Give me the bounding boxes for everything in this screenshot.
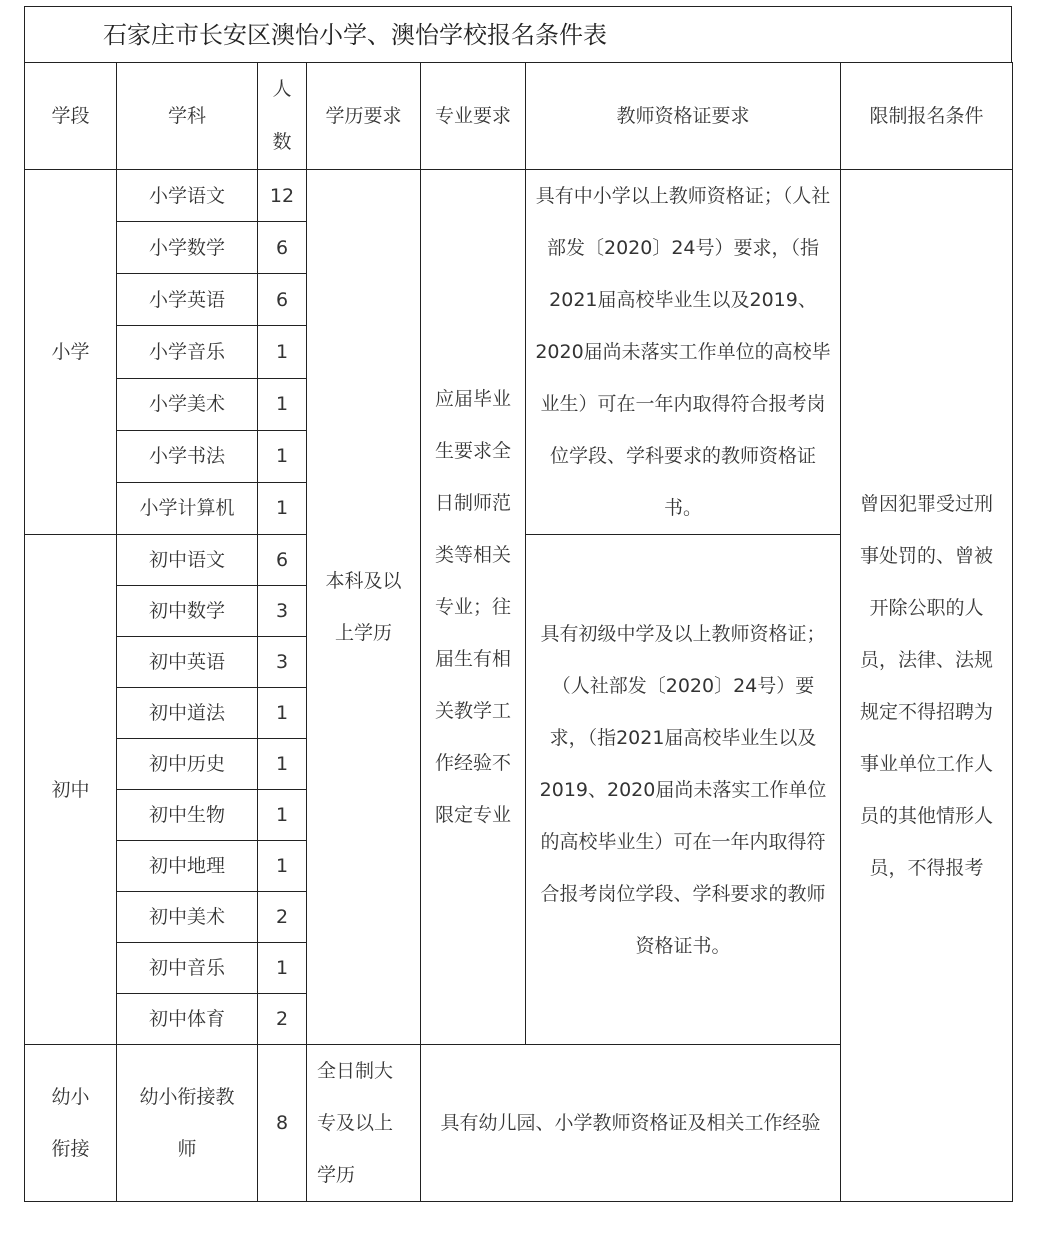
count-cell: 1 [258, 739, 307, 790]
education-shared: 本科及以上学历 [307, 170, 421, 1045]
requirement-bridge: 具有幼儿园、小学教师资格证及相关工作经验 [421, 1045, 841, 1202]
header-subject: 学科 [117, 63, 258, 170]
registration-table [24, 62, 1013, 1202]
subject-cell: 小学音乐 [117, 326, 258, 378]
header-restriction: 限制报名条件 [841, 63, 1013, 170]
subject-cell: 初中音乐 [117, 943, 258, 994]
subject-cell: 初中历史 [117, 739, 258, 790]
count-cell: 2 [258, 892, 307, 943]
stage-primary: 小学 [25, 170, 117, 535]
count-cell: 1 [258, 841, 307, 892]
header-education: 学历要求 [307, 63, 421, 170]
count-cell: 1 [258, 326, 307, 378]
count-cell: 6 [258, 274, 307, 326]
count-cell: 1 [258, 378, 307, 430]
header-count: 人数 [258, 63, 307, 170]
restriction-shared: 曾因犯罪受过刑事处罚的、曾被开除公职的人员，法律、法规规定不得招聘为事业单位工作人员的其他情形人员，不得报考 [841, 170, 1013, 1202]
subject-cell: 初中地理 [117, 841, 258, 892]
education-bridge: 全日制大专及以上学历 [307, 1045, 421, 1202]
header-major: 专业要求 [421, 63, 526, 170]
subject-cell: 小学美术 [117, 378, 258, 430]
table-title-cell [24, 6, 1012, 62]
table-row [25, 170, 1013, 222]
count-cell: 3 [258, 586, 307, 637]
subject-cell: 小学计算机 [117, 482, 258, 534]
count-cell: 1 [258, 688, 307, 739]
header-stage: 学段 [25, 63, 117, 170]
subject-cell: 初中体育 [117, 994, 258, 1045]
subject-cell: 小学数学 [117, 222, 258, 274]
subject-cell: 初中英语 [117, 637, 258, 688]
count-cell: 1 [258, 430, 307, 482]
subject-cell: 初中道法 [117, 688, 258, 739]
table-title: 石家庄市长安区澳怡小学、澳怡学校报名条件表 [103, 21, 607, 49]
count-cell: 1 [258, 790, 307, 841]
subject-cell: 小学语文 [117, 170, 258, 222]
certificate-middle: 具有初级中学及以上教师资格证；（人社部发〔2020〕24号）要求，（指2021届高校毕业生以及2019、2020届尚未落实工作单位的高校毕业生）可在一年内取得符合报考岗位学段、学科要求的教师资格证书。 [526, 535, 841, 1045]
subject-cell: 初中数学 [117, 586, 258, 637]
registration-table-frame [24, 6, 1012, 1230]
count-cell: 3 [258, 637, 307, 688]
count-cell: 6 [258, 222, 307, 274]
count-cell: 12 [258, 170, 307, 222]
subject-cell: 小学英语 [117, 274, 258, 326]
count-cell: 6 [258, 535, 307, 586]
stage-middle: 初中 [25, 535, 117, 1045]
certificate-primary: 具有中小学以上教师资格证；（人社部发〔2020〕24号）要求，（指2021届高校毕业生以及2019、2020届尚未落实工作单位的高校毕业生）可在一年内取得符合报考岗位学段、学科要求的教师资格证书。 [526, 170, 841, 535]
subject-cell: 初中语文 [117, 535, 258, 586]
subject-cell: 初中生物 [117, 790, 258, 841]
stage-bridge: 幼小衔接 [25, 1045, 117, 1202]
count-bridge: 8 [258, 1045, 307, 1202]
header-certificate: 教师资格证要求 [526, 63, 841, 170]
header-row [25, 63, 1013, 170]
subject-cell: 小学书法 [117, 430, 258, 482]
count-cell: 1 [258, 943, 307, 994]
major-shared: 应届毕业生要求全日制师范类等相关专业；往届生有相关教学工作经验不限定专业 [421, 170, 526, 1045]
subject-cell: 初中美术 [117, 892, 258, 943]
subject-bridge: 幼小衔接教师 [117, 1045, 258, 1202]
count-cell: 2 [258, 994, 307, 1045]
count-cell: 1 [258, 482, 307, 534]
